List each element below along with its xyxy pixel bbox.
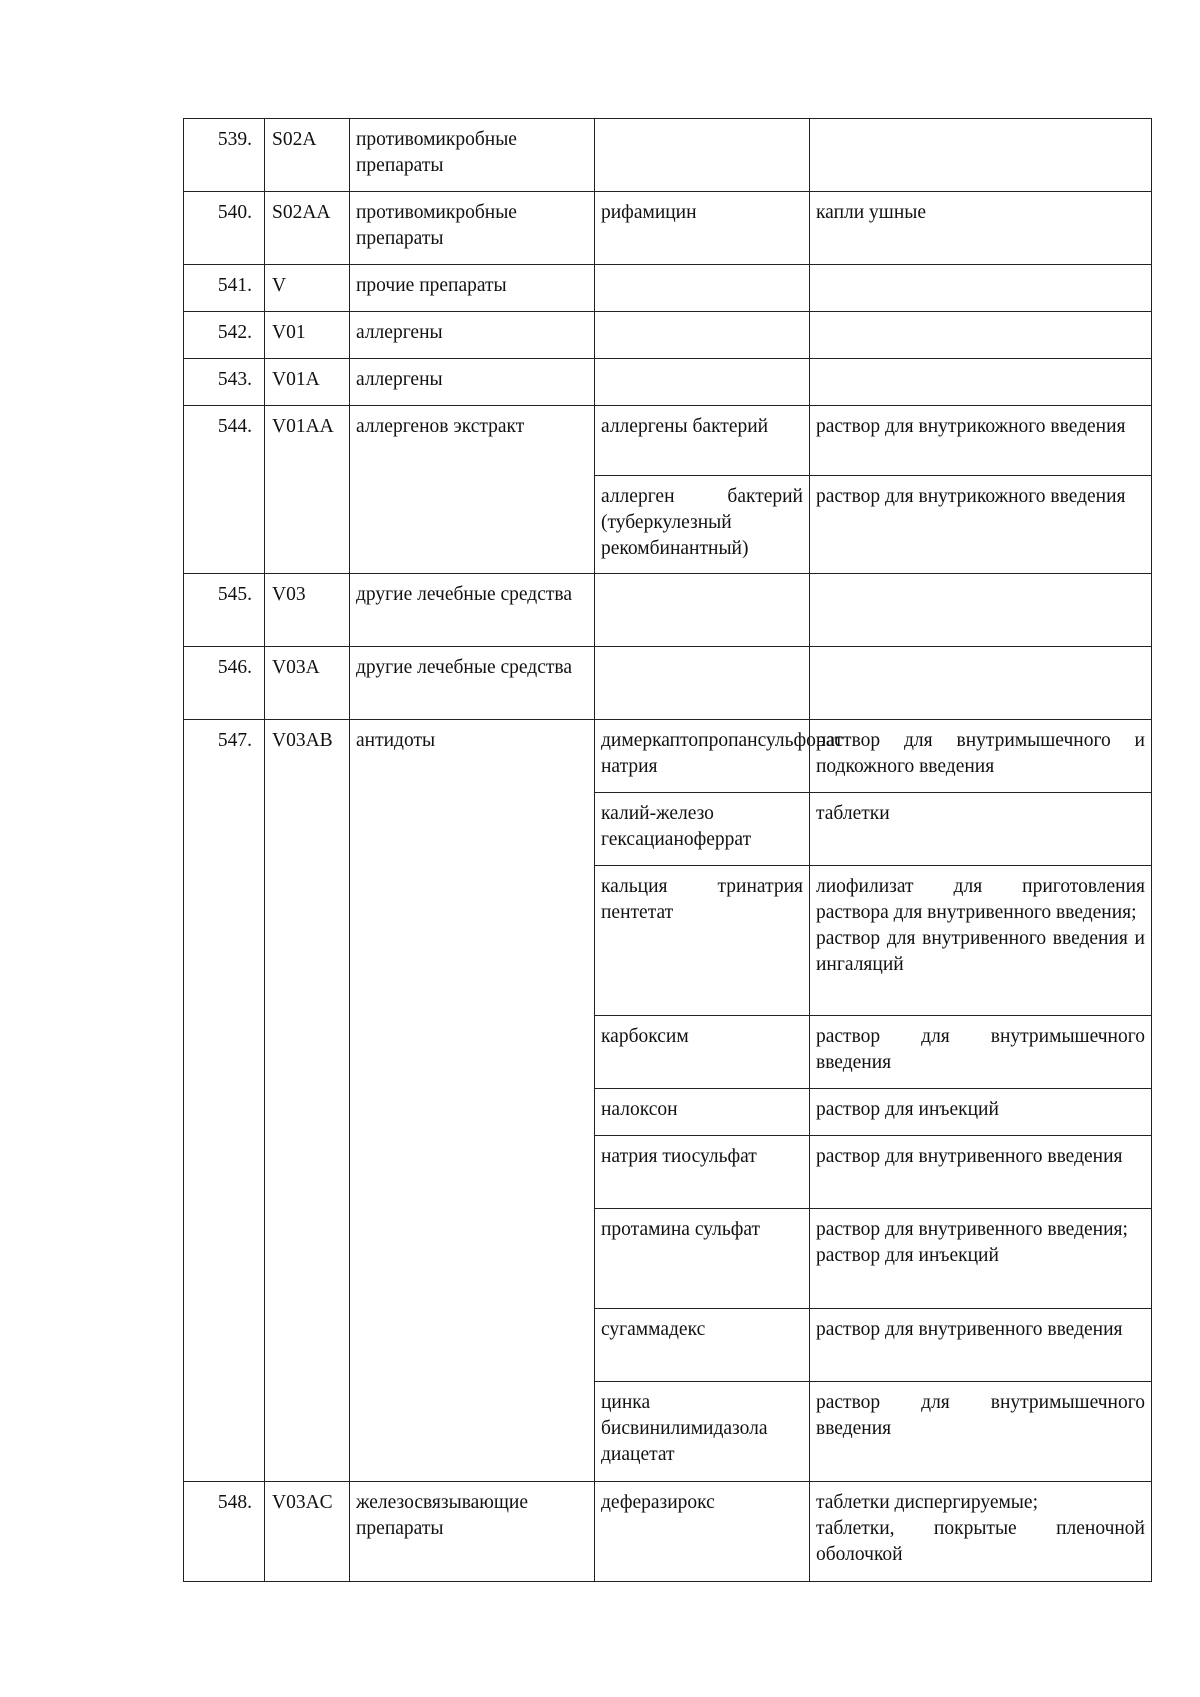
drug-name (595, 574, 810, 647)
dosage-form: капли ушные (816, 202, 927, 223)
dosage-forms (810, 1136, 1152, 1209)
group-name: аллергены (350, 312, 595, 359)
group-name: прочие препараты (350, 265, 595, 312)
drug-name: аллергены бактерий (595, 406, 810, 476)
row-number: 548. (184, 1482, 265, 1582)
table-row (184, 359, 1152, 406)
drug-name (595, 647, 810, 720)
drug-name: кальция тринатрия пентетат (595, 866, 810, 1016)
row-number: 547. (184, 720, 265, 1482)
table-row (184, 192, 1152, 265)
dosage-forms (810, 1089, 1152, 1136)
table-row (184, 720, 1152, 793)
dosage-forms (810, 647, 1152, 720)
drug-name: аллерген бактерий (туберкулезный рекомбинантный) (595, 476, 810, 574)
drug-name (595, 359, 810, 406)
dosage-forms (810, 476, 1152, 574)
drug-name: димеркаптопропансульфонат натрия (595, 720, 810, 793)
dosage-form: раствор для инъекций (816, 1245, 999, 1266)
dosage-form: раствор для внутривенного введения (816, 1319, 1123, 1340)
dosage-forms (810, 265, 1152, 312)
dosage-form: раствор для внутривенного введения и ингаляций (816, 928, 1145, 975)
dosage-forms (810, 359, 1152, 406)
row-number: 546. (184, 647, 265, 720)
drug-name: цинка бисвинилимидазола диацетат (595, 1382, 810, 1482)
row-number: 544. (184, 406, 265, 574)
drug-name: сугаммадекс (595, 1309, 810, 1382)
group-name: противомикробные препараты (350, 192, 595, 265)
drug-name: натрия тиосульфат (595, 1136, 810, 1209)
drug-name: протамина сульфат (595, 1209, 810, 1309)
dosage-form: раствор для внутрикожного введения (816, 486, 1126, 507)
dosage-form: таблетки (816, 803, 890, 824)
dosage-form: раствор для внутримышечного и подкожного введения (816, 730, 1145, 777)
group-name: противомикробные препараты (350, 119, 595, 192)
dosage-forms (810, 720, 1152, 793)
table-row (184, 265, 1152, 312)
row-number: 542. (184, 312, 265, 359)
dosage-form: раствор для внутривенного введения; (816, 1219, 1128, 1240)
group-name: железосвязывающие препараты (350, 1482, 595, 1582)
atc-code: S02A (265, 119, 350, 192)
group-name: другие лечебные средства (350, 574, 595, 647)
dosage-form: таблетки диспергируемые; (816, 1492, 1038, 1513)
table-body (184, 119, 1152, 1582)
dosage-form: раствор для внутривенного введения (816, 1146, 1123, 1167)
dosage-forms (810, 793, 1152, 866)
dosage-forms (810, 1482, 1152, 1582)
medicines-table (183, 118, 1152, 1582)
drug-name: деферазирокс (595, 1482, 810, 1582)
atc-code: V01A (265, 359, 350, 406)
drug-name (595, 312, 810, 359)
atc-code: V03AC (265, 1482, 350, 1582)
row-number: 543. (184, 359, 265, 406)
group-name: антидоты (350, 720, 595, 1482)
group-name: другие лечебные средства (350, 647, 595, 720)
table-row (184, 119, 1152, 192)
dosage-forms (810, 119, 1152, 192)
dosage-forms (810, 866, 1152, 1016)
dosage-forms (810, 406, 1152, 476)
atc-code: V01 (265, 312, 350, 359)
group-name: аллергены (350, 359, 595, 406)
group-name: аллергенов экстракт (350, 406, 595, 574)
table-row (184, 312, 1152, 359)
atc-code: V03A (265, 647, 350, 720)
drug-name: карбоксим (595, 1016, 810, 1089)
dosage-form: лиофилизат для приготовления раствора для внутривенного введения; (816, 876, 1145, 923)
row-number: 545. (184, 574, 265, 647)
drug-name: рифамицин (595, 192, 810, 265)
row-number: 539. (184, 119, 265, 192)
dosage-forms (810, 574, 1152, 647)
table-row (184, 1482, 1152, 1582)
drug-name: налоксон (595, 1089, 810, 1136)
atc-code: V (265, 265, 350, 312)
row-number: 540. (184, 192, 265, 265)
dosage-form: раствор для инъекций (816, 1099, 999, 1120)
atc-code: S02AA (265, 192, 350, 265)
dosage-forms (810, 1382, 1152, 1482)
dosage-forms (810, 192, 1152, 265)
atc-code: V03AB (265, 720, 350, 1482)
dosage-forms (810, 1016, 1152, 1089)
dosage-form: раствор для внутримышечного введения (816, 1026, 1145, 1073)
drug-name (595, 265, 810, 312)
dosage-forms (810, 312, 1152, 359)
table-row (184, 647, 1152, 720)
table-row (184, 574, 1152, 647)
dosage-forms (810, 1209, 1152, 1309)
table-row (184, 406, 1152, 476)
row-number: 541. (184, 265, 265, 312)
dosage-form: раствор для внутримышечного введения (816, 1392, 1145, 1439)
drug-name (595, 119, 810, 192)
dosage-forms (810, 1309, 1152, 1382)
dosage-form: таблетки, покрытые пленочной оболочкой (816, 1518, 1145, 1565)
dosage-form: раствор для внутрикожного введения (816, 416, 1126, 437)
drug-name: калий-железо гексацианоферрат (595, 793, 810, 866)
atc-code: V03 (265, 574, 350, 647)
atc-code: V01AA (265, 406, 350, 574)
